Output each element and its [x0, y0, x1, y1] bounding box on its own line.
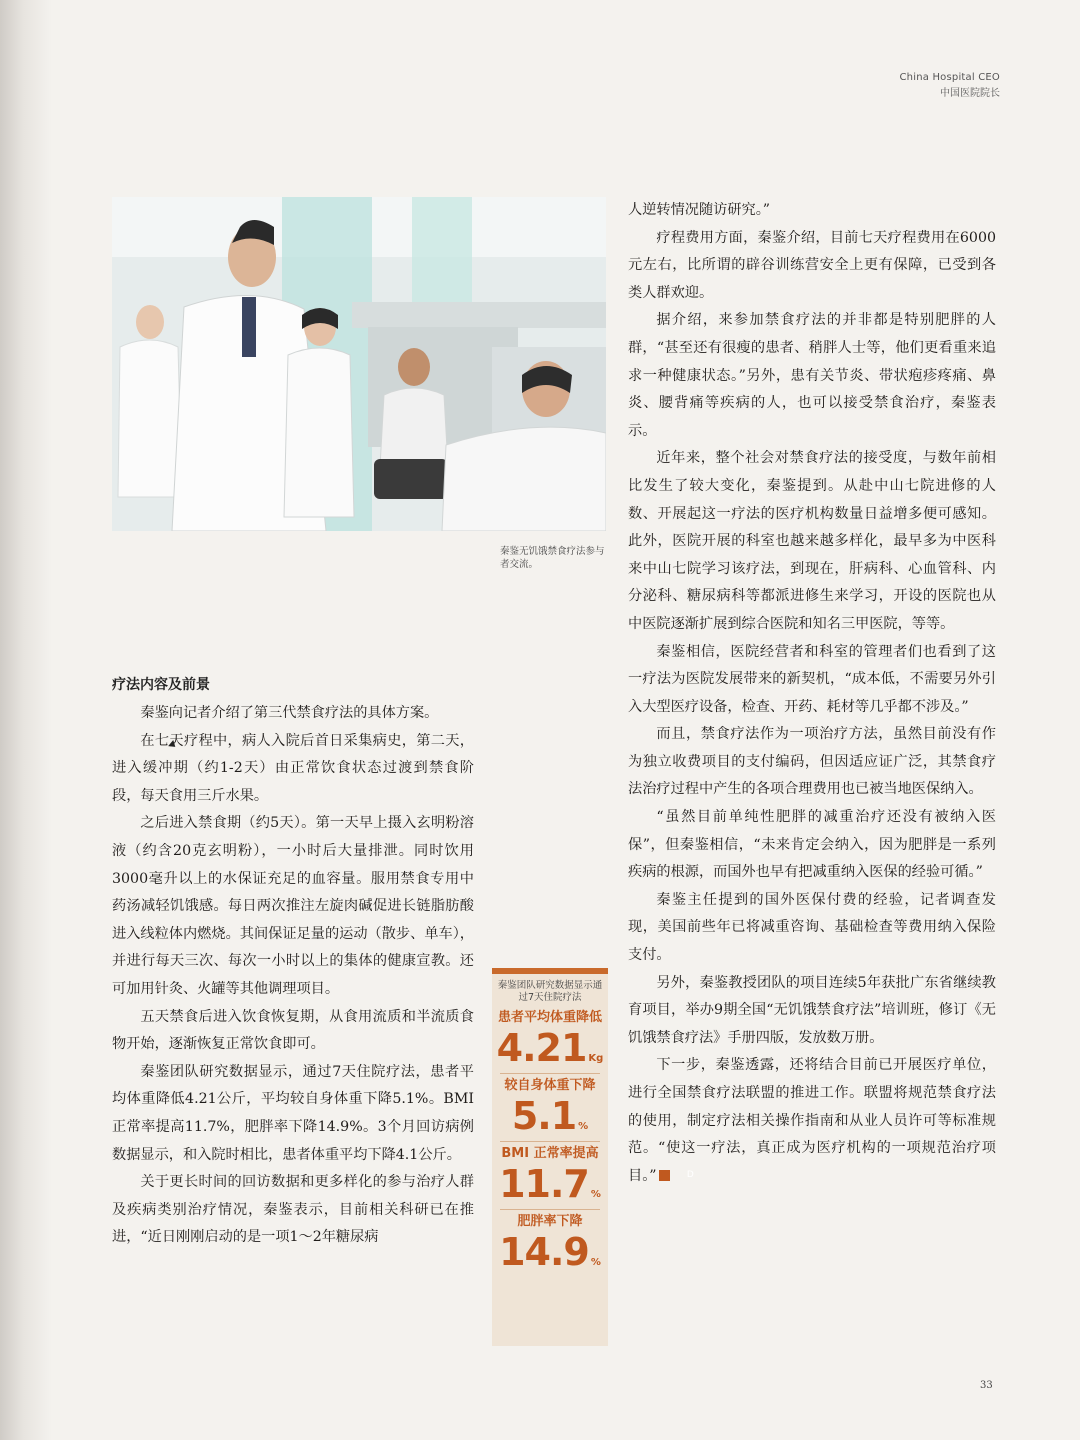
sidebar-intro: 秦鉴团队研究数据显示通过7天住院疗法: [497, 980, 603, 1003]
body-paragraph: 另外，秦鉴教授团队的项目连续5年获批广东省继续教育项目，举办9期全国“无饥饿禁食疗法”培训班，修订《无饥饿禁食疗法》手册四版，发放数万册。: [628, 974, 996, 1046]
body-paragraph: 疗程费用方面，秦鉴介绍，目前七天疗程费用在6000元左右，比所谓的辟谷训练营安全上更有保障，已受到各类人群欢迎。: [628, 229, 996, 301]
stat-value: 4.21: [496, 1026, 587, 1070]
divider: [500, 1209, 600, 1210]
body-paragraph-continued: 人逆转情况随访研究。”: [628, 202, 771, 218]
left-text-column: [112, 700, 474, 1252]
body-paragraph: 秦鉴相信，医院经营者和科室的管理者们也看到了这一疗法为医院发展带来的新契机，“成本低，不需要另外引入大型医疗设备，检查、开药、耗材等几乎都不涉及。”: [628, 643, 996, 715]
stat-row: [492, 1162, 608, 1206]
body-paragraph: 秦鉴主任提到的国外医保付费的经验，记者调查发现，美国前些年已将减重咨询、基础检查等费用纳入保险支付。: [628, 891, 996, 964]
body-paragraph-last: [628, 1052, 996, 1190]
body-paragraph: 关于更长时间的回访数据和更多样化的参与治疗人群及疾病类别治疗情况，秦鉴表示，目前相关科研已在推进，“近日刚刚启动的是一项1～2年糖尿病: [112, 1174, 474, 1246]
stat-unit: %: [590, 1189, 601, 1200]
masthead-english: China Hospital CEO: [899, 72, 1000, 83]
body-paragraph: 近年来，整个社会对禁食疗法的接受度，与数年前相比发生了较大变化，秦鉴提到。从赴中山七院进修的人数、开展起这一疗法的医疗机构数量日益增多便可感知。此外，医院开展的科室也越来越多样化，最早多为中医科来中山七院学习该疗法，到现在，肝病科、心血管科、内分泌科、糖尿病科等都派进修生来学习，开设的医院也从中医院逐渐扩展到综合医院和知名三甲医院，等等。: [628, 450, 996, 632]
body-paragraph: 五天禁食后进入饮食恢复期，从食用流质和半流质食物开始，逐渐恢复正常饮食即可。: [112, 1008, 474, 1053]
stat-value: 11.7: [499, 1162, 589, 1206]
stat-value: 5.1: [511, 1094, 577, 1138]
stat-label: BMI 正常率提高: [501, 1146, 599, 1161]
section-heading: 疗法内容及前景: [112, 677, 210, 693]
stat-label: 患者平均体重降低: [497, 1010, 602, 1025]
stat-unit: Kg: [588, 1053, 604, 1064]
masthead-chinese: 中国医院院长: [940, 88, 1000, 99]
divider: [500, 1073, 600, 1074]
page-gutter-shadow: [0, 0, 52, 1440]
body-paragraph: 而且，禁食疗法作为一项治疗方法，虽然目前没有作为独立收费项目的支付编码，但因适应证广泛，其禁食疗法治疗过程中产生的各项合理费用也已被当地医保纳入。: [628, 726, 996, 798]
page-number: 33: [980, 1380, 993, 1391]
body-paragraph-last-text: 下一步，秦鉴透露，还将结合目前已开展医疗单位，进行全国禁食疗法联盟的推进工作。联盟将规范禁食疗法的使用，制定疗法相关操作指南和从业人员许可等标准规范。“使这一疗法，真正成为医疗机构的一项规范治疗项目。”: [628, 1057, 996, 1184]
stat-row: [492, 1026, 608, 1070]
stat-unit: %: [590, 1257, 601, 1268]
stat-label: 较自身体重下降: [504, 1078, 596, 1093]
stat-row: [492, 1094, 608, 1138]
divider: [500, 1141, 600, 1142]
stat-value: 14.9: [499, 1230, 589, 1274]
stat-unit: %: [578, 1121, 589, 1132]
right-text-column: [628, 197, 996, 1190]
body-paragraph: 秦鉴向记者介绍了第三代禁食疗法的具体方案。: [140, 705, 439, 721]
body-paragraph: “虽然目前单纯性肥胖的减重治疗还没有被纳入医保”，但秦鉴相信，“未来肯定会纳入，因为肥胖是一系列疾病的根源，而国外也早有把减重纳入医保的经验可循。”: [628, 809, 996, 881]
body-paragraph: 秦鉴团队研究数据显示，通过7天住院疗法，患者平均体重降低4.21公斤，平均较自身体重下降5.1%。BMI正常率提高11.7%，肥胖率下降14.9%。3个月回访病例数据显示，和入院时相比，患者体重平均下降4.1公斤。: [112, 1063, 474, 1163]
stats-sidebar: [492, 968, 608, 1346]
masthead: [880, 72, 1000, 99]
body-paragraph: 之后进入禁食期（约5天）。第一天早上摄入玄明粉溶液（约含20克玄明粉），一小时后大量排泄。同时饮用3000毫升以上的水保证充足的血容量。服用禁食专用中药汤减轻饥饿感。每日两次推注左旋肉碱促进长链脂肪酸进入线粒体内燃烧。其间保证足量的运动（散步、单车），并进行每天三次、每次一小时以上的集体的健康宣教。还可加用针灸、火罐等其他调理项目。: [112, 815, 474, 997]
ward-scene-illustration: [112, 197, 606, 531]
body-paragraph: 在七天疗程中，病人入院后首日采集病史，第二天，进入缓冲期（约1-2天）由正常饮食状态过渡到禁食阶段，每天食用三斤水果。: [112, 732, 474, 804]
photo-caption: 秦鉴无饥饿禁食疗法参与者交流。: [500, 546, 605, 570]
stat-label: 肥胖率下降: [517, 1214, 583, 1229]
body-paragraph: 据介绍，来参加禁食疗法的并非都是特别肥胖的人群，“甚至还有很瘦的患者、稍胖人士等，他们更看重来追求一种健康状态。”另外，患有关节炎、带状疱疹疼痛、鼻炎、腰背痛等疾病的人，也可以接受禁食治疗，秦鉴表示。: [628, 312, 996, 439]
end-of-article-icon: D: [659, 1170, 670, 1181]
stat-row: [492, 1230, 608, 1274]
article-photo: [112, 197, 606, 531]
